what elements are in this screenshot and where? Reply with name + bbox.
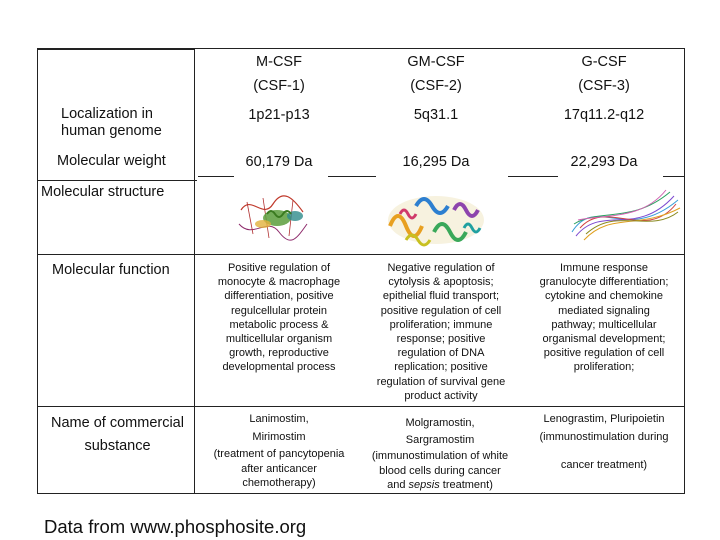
commercial-mcsf: Lanimostim, Mirimostim (treatment of pancytopenia after anticancer chemotherapy) — [213, 413, 345, 489]
mcsf-structure-image — [233, 190, 313, 246]
header-gmcsf-name: GM-CSF — [407, 54, 465, 70]
header-gmcsf — [360, 50, 512, 98]
label-molecular-weight: Molecular weight — [57, 153, 166, 169]
localization-mcsf: 1p21-p13 — [248, 107, 310, 123]
footer-source: Data from www.phosphosite.org — [44, 516, 307, 537]
row-divider — [38, 49, 194, 50]
weight-underline-segment — [663, 176, 685, 177]
header-gcsf — [528, 50, 680, 98]
header-gcsf-alias: (CSF-3) — [578, 78, 630, 94]
label-commercial-substance: Name of commercial substance — [51, 415, 184, 454]
label-localization: Localization in human genome — [61, 106, 162, 139]
header-mcsf — [203, 50, 355, 98]
row-divider — [37, 180, 197, 181]
function-mcsf: Positive regulation of monocyte & macrophage differentiation, positive regulcellular protein metabolic process & multicellular organism growth, reproductive developmental process — [217, 262, 341, 374]
weight-mcsf: 60,179 Da — [245, 154, 313, 170]
label-molecular-structure: Molecular structure — [41, 184, 165, 200]
localization-gcsf: 17q11.2-q12 — [563, 107, 645, 123]
weight-underline-segment — [508, 176, 558, 177]
gcsf-structure-image — [566, 184, 684, 254]
header-gcsf-name: G-CSF — [581, 54, 627, 70]
header-mcsf-alias: (CSF-1) — [253, 78, 305, 94]
header-gmcsf-alias: (CSF-2) — [410, 78, 462, 94]
weight-underline-segment — [198, 176, 234, 177]
commercial-gmcsf: Molgramostin, Sargramostim (immunostimulation of white blood cells during cancer and sepsis treatment) — [371, 417, 509, 491]
function-gmcsf: Negative regulation of cytolysis & apoptosis; epithelial fluid transport; positive regulation of cell proliferation; immune response; positive regulation of DNA replication; positive regulation of survival gene product activity — [376, 262, 506, 402]
function-gcsf: Immune response granulocyte differentiation; cytokine and chemokine mediated signaling pathway; multicellular organismal development; positive regulation of cell proliferation; — [539, 262, 669, 374]
label-molecular-function: Molecular function — [52, 262, 170, 278]
row-divider — [37, 254, 685, 255]
weight-gmcsf: 16,295 Da — [402, 154, 470, 170]
commercial-gcsf: Lenograstim, Pluripoietin (immunostimulation during cancer treatment) — [539, 413, 669, 471]
weight-gcsf: 22,293 Da — [570, 154, 638, 170]
weight-underline-segment — [328, 176, 376, 177]
header-mcsf-name: M-CSF — [256, 54, 302, 70]
gmcsf-structure-image — [376, 186, 494, 254]
column-divider — [194, 49, 195, 493]
row-divider — [37, 406, 685, 407]
localization-gmcsf: 5q31.1 — [413, 107, 459, 123]
